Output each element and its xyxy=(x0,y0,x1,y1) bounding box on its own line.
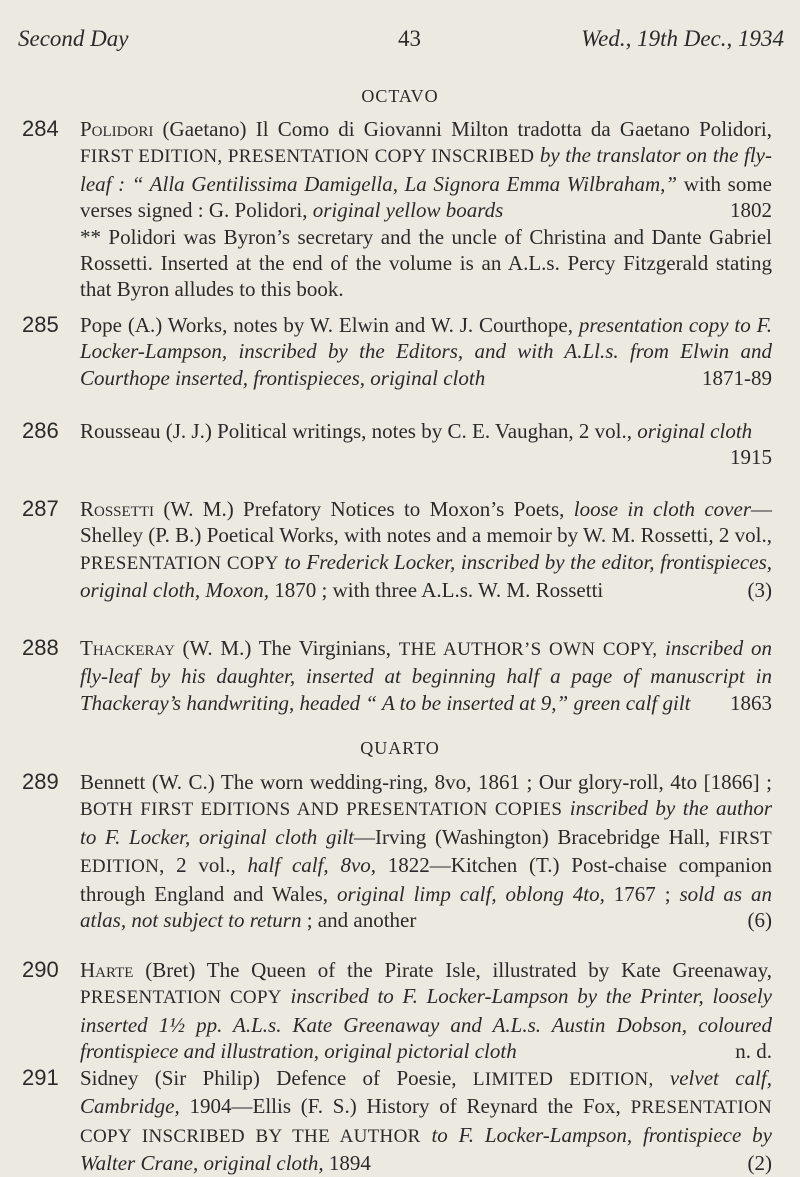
lot-description: Pope (A.) Works, notes by W. Elwin and W. J. Courthope, presentation copy to F. Locker-Lampson, inscribed by the Editors, and with A.Ll.s. from Elwin and Courthope inserted, frontispieces, original cloth 1871-89 xyxy=(80,313,772,390)
lot-number: 288 xyxy=(22,635,59,660)
section-heading-quarto: QUARTO xyxy=(360,738,440,758)
lot-date: 1802 xyxy=(730,198,772,223)
lot-date: (6) xyxy=(747,908,772,933)
lot-number: 284 xyxy=(22,116,59,141)
lot-date: 1871-89 xyxy=(702,365,772,390)
lot-description: Sidney (Sir Philip) Defence of Poesie, LIMITED EDITION, velvet calf, Cambridge, 1904—Ellis (F. S.) History of Reynard the Fox, PRESENTATION COPY INSCRIBED BY THE AUTHOR to F. Locker-Lampson, frontispiece by Walter Crane, original cloth, 1894 (2) xyxy=(80,1066,773,1176)
lot-description: Bennett (W. C.) The worn wedding-ring, 8vo, 1861 ; Our glory-roll, 4to [1866] ; BOTH FIRST EDITIONS AND PRESENTATION COPIES inscribed by the author to F. Locker, original cloth gilt—Irving (Washington) Bracebridge Hall, FIRST EDITION, 2 vol., half calf, 8vo, 1822—Kitchen (T.) Post-chaise companion through England and Wales, original limp calf, oblong 4to, 1767 ; sold as an atlas, not subject to return ; and another (6) xyxy=(80,770,772,933)
section-heading-octavo: OCTAVO xyxy=(361,86,439,106)
lot-number: 289 xyxy=(22,769,59,794)
lot-date: n. d. xyxy=(735,1039,772,1064)
page-number: 43 xyxy=(398,26,421,51)
lot-number: 286 xyxy=(22,418,59,443)
lot-number: 287 xyxy=(22,496,59,521)
lot-date: (3) xyxy=(747,578,772,603)
lot-number: 285 xyxy=(22,312,59,337)
lot-description: Rousseau (J. J.) Political writings, notes by C. E. Vaughan, 2 vol., original cloth 1915 xyxy=(80,419,772,470)
lot-date: (2) xyxy=(747,1151,772,1176)
sale-date: Wed., 19th Dec., 1934 xyxy=(581,26,784,51)
lot-date: 1863 xyxy=(730,690,772,715)
lot-description: Polidori (Gaetano) Il Como di Giovanni Milton tradotta da Gaetano Polidori, FIRST EDITION, PRESENTATION COPY INSCRIBED by the translator on the fly-leaf : “ Alla Gentilissima Damigella, La Signora Emma Wilbraham,” with some verses signed : G. Polidori, original yellow boards 1802 ** Polidori was Byron’s secretary and the uncle of Christina and Dante Gabriel Rossetti. Inserted at the end of the volume is an A.L.s. Percy Fitzgerald stating that Byron alludes to this book. xyxy=(80,117,773,302)
lot-description: Thackeray (W. M.) The Virginians, THE AUTHOR’S OWN COPY, inscribed on fly-leaf by his daughter, inserted at beginning half a page of manuscript in Thackeray’s handwriting, headed “ A to be inserted at 9,” green calf gilt 1863 xyxy=(80,636,772,715)
sale-day: Second Day xyxy=(18,26,129,51)
lot-date: 1915 xyxy=(730,445,772,470)
lot-note: ** Polidori was Byron’s secretary and the uncle of Christina and Dante Gabriel Rossetti. Inserted at the end of the volume is an A.L.s. Percy Fitzgerald stating that Byron alludes to this book. xyxy=(80,224,772,302)
lot-description: Harte (Bret) The Queen of the Pirate Isle, illustrated by Kate Greenaway, PRESENTATION COPY inscribed to F. Locker-Lampson by the Printer, loosely inserted 1½ pp. A.L.s. Kate Greenaway and A.L.s. Austin Dobson, coloured frontispiece and illustration, original pictorial cloth n. d. xyxy=(80,958,772,1064)
lot-description: Rossetti (W. M.) Prefatory Notices to Moxon’s Poets, loose in cloth cover—Shelley (P. B.) Poetical Works, with notes and a memoir by W. M. Rossetti, 2 vol., PRESENTATION COPY to Frederick Locker, inscribed by the editor, frontispieces, original cloth, Moxon, 1870 ; with three A.L.s. W. M. Rossetti (3) xyxy=(80,497,772,603)
lot-number: 291 xyxy=(22,1065,59,1090)
lot-number: 290 xyxy=(22,957,59,982)
